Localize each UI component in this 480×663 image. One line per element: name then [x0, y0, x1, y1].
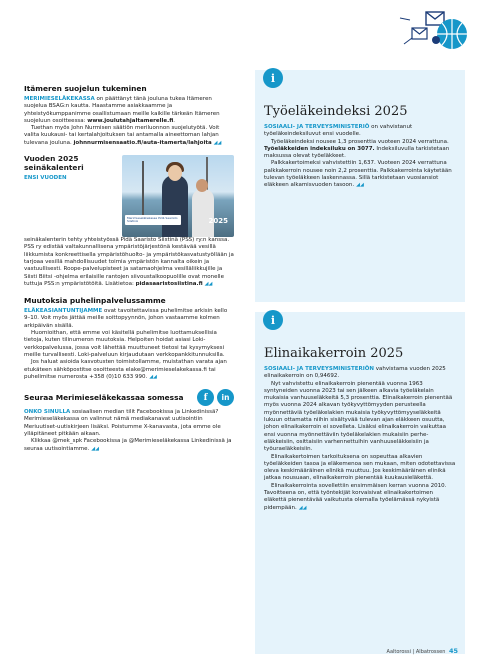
section-title: Vuoden 2025 seinäkalenteri [24, 154, 84, 172]
section-baltic-sea [24, 84, 234, 147]
paragraph: SOSIAALI- JA TERVEYSMINISTERIÖ on vahvistanut työeläkeindeksiluvut ensi vuodelle. [264, 124, 413, 138]
linkedin-icon[interactable]: in [217, 389, 234, 406]
box-title: Työeläkeindeksi 2025 [264, 104, 408, 119]
section-title: Seuraa Merimieseläkekassaa somessa [24, 393, 184, 403]
email-network-icon [390, 4, 470, 56]
paragraph-start: ENSI VUODEN [24, 175, 67, 182]
page-number: 45 [448, 647, 458, 655]
foundation-link[interactable]: johnnurmisensaatio.fi/auta-itamerta/lahjoita [73, 139, 212, 146]
info-box-pension-index [255, 70, 465, 302]
left-column [24, 84, 234, 461]
paragraph: ELÄKEASIANTUNTIJAMME ovat tavoitettavissa puhelimitse arkisin kello 9–10. Voit myös jättää meille soittopyynnön, johon vastaamme kolmen arkipäivän sisällä. [24, 308, 228, 329]
info-box-life-expectancy [255, 312, 465, 654]
end-mark-icon: ◢◢ [356, 182, 364, 189]
paragraph: seinäkalenterin tehty yhteistyössä Pidä Saaristo Siistinä (PSS) ry:n kanssa. PSS ry edistää valtakunnallisena ympäristöjärjestönä kestävää vesillä liikkumista konkreettisella ympäristöhuolto- ja ympäristökasvatustyöllään ja tarjoaa vesillä mahdollisuudet toimia ympäristön kannalta oikein ja vastuullisesti. Roope-palvelupisteet ja satamaohjelma vesilläliikkujille ja Siisti Biitsi -ohjelma erilaisille rantojen siivoustalkoopuolille ovat monelle tuttuja PSS:n ympäristötöitä. Lisätietoa: pidasaaristosiistina.fi ◢◢ [24, 237, 234, 287]
section-calendar [24, 155, 234, 288]
calendar-photo [122, 155, 234, 237]
end-mark-icon: ◢◢ [298, 504, 307, 511]
box-title: Elinaikakerroin 2025 [264, 346, 404, 361]
paragraph: MERIMIESELÄKEKASSA on päättänyt tänä jouluna tukea Itämeren suojelua BSAG:n kautta. Haastamme asiakkaamme ja yhteistyökumppanimme osallistumaan meille kaikille tärkeän Itämeren suojeluun osoitteessa: www.joulutahjaltamerelle.fi. [24, 96, 220, 124]
paragraph: Elinaikakertoimen tarkoituksena on sopeuttaa alkavien työeläkkeiden tasoa ja eläkemenoa sen mukaan, miten odotettavissa oleva keskimääräinen elinikä muuttuu. Jos keskimääräinen elinikä jatkaa nousuaan, elinaikakerroin pienentää kuukausieläkettä. [264, 453, 456, 482]
facebook-icon[interactable]: f [197, 389, 214, 406]
pss-link[interactable]: pidasaaristosiistina.fi [135, 280, 203, 287]
paragraph: ONKO SINULLA sosiaalisen median tilit Facebookissa ja Linkedinissä? Merimieseläkekassa on valinnut nämä mediakanavat uutisointiin Meriuutiset-uutiskirjeen lisäksi. Poistumme X-kanavasta, jota emme ole ylläpitäneet pitkään aikaan. [24, 409, 221, 438]
paragraph: Työeläkeindeksi nousee 1,3 prosenttia vuoteen 2024 verrattuna. Työeläkkeiden indeksiluku on 3077. Indeksiluvulla tarkistetaan maksussa olevat työeläkkeet. [264, 138, 450, 160]
paragraph: Jos haluat asioida kasvotusten toimistollamme, muistathan varata ajan etukäteen sähköpostitse osoitteesta elake@merimieselakekassa.fi tai puhelimitse numerosta +358 (0)10 633 990. ◢◢ [24, 359, 227, 380]
info-icon: i [263, 310, 283, 330]
page-footer [387, 647, 458, 655]
section-phone-service [24, 296, 234, 381]
section-title: Itämeren suojelun tukeminen [24, 84, 147, 93]
end-mark-icon: ◢◢ [91, 445, 99, 452]
end-mark-icon: ◢◢ [149, 373, 157, 380]
right-column [255, 70, 465, 654]
paragraph: Klikkaa @mek_spk Facebookissa ja @Merimieseläkekassa Linkedinissä ja seuraa uutisointiamme. ◢◢ [24, 438, 232, 452]
paragraph: Nyt vahvistettu elinaikakerroin pienentää vuonna 1963 syntyneiden vuonna 2023 tai sen jälkeen alkavia työeläkelain mukaisia vanhuuseläkkeitä 5,3 prosenttia. Elinaikakerroin pienentää myös vuonna 2024 alkavan työkyvyttömyyden perusteella myönnettäviä työeläkelakien mukaisia työkyvyttömyyseläkkeitä lukuun ottamatta niihin sisältyvää tulevan ajan eläkkeen osuutta, johon elinaikakerroin ei sovelleta. Lisäksi elinaikakerroin vaikuttaa ensi vuonna myönnettäviin työeläkelakien mukaisiin perhe-eläkkeisiin, osittaisiin varhennettuihin vanhuuseläkkeisiin ja työuraeläkkeisiin. [264, 380, 453, 453]
donation-link[interactable]: www.joulutahjaltamerelle.fi [87, 117, 174, 124]
paragraph: Elinaikakerrointa sovellettiin ensimmäisen kerran vuonna 2010. Tavoitteena on, että työntekijät korvaisivat elinaikakertoimen eläkettä pienentävää vaikutusta olemalla työelämässä nykyistä pidempään. ◢◢ [264, 482, 447, 511]
publication-name: Aaltorossi | Albatrossen [386, 649, 446, 655]
section-social-media [24, 389, 234, 453]
paragraph: Palkkakertoimeksi vahvistettiin 1,637. Vuoteen 2024 verrattuna palkkakerroin nousee noin 2,2 prosenttia. Palkkakerrointa käytetään tulevan työeläkkeen laskennassa. Sillä tarkistetaan vuosiansiot eläkkeen alkamisvuoden tasoon. ◢◢ [264, 160, 452, 189]
info-icon: i [263, 68, 283, 88]
photo-year: 2025 [208, 217, 228, 226]
end-mark-icon: ◢◢ [204, 280, 213, 287]
paragraph: Huomioithan, että emme voi käsitellä puhelimitse luottamuksellisia tietoja, kuten tilinumeron muutoksia. Helpoiten hoidat asiasi Loki-verkkopalvelussa, jossa voit lähettää muuttuneet tietosi tai kysymyksesi meille turvallisesti. Loki-palveluun kirjaudutaan verkkopankkitunnuksilla. [24, 330, 225, 358]
section-title: Muutoksia puhelinpalvelussamme [24, 296, 166, 306]
logo: Merimieseläkekassa Pidä Saaristo Siistinä [125, 215, 181, 225]
end-mark-icon: ◢◢ [213, 139, 222, 146]
paragraph: Tuethan myös John Nurmisen säätiön meriluonnon suojelutyötä. Voit valita kuukausi- tai kertalahjoituksen tai antamalla aineettoman lahjan tulevana jouluna. johnnurmisensaatio.fi/auta-itamerta/lahjoita ◢◢ [24, 125, 222, 146]
paragraph: SOSIAALI- JA TERVEYSMINISTERIÖN vahvistama vuoden 2025 elinaikakerroin on 0,94692. [264, 366, 446, 380]
